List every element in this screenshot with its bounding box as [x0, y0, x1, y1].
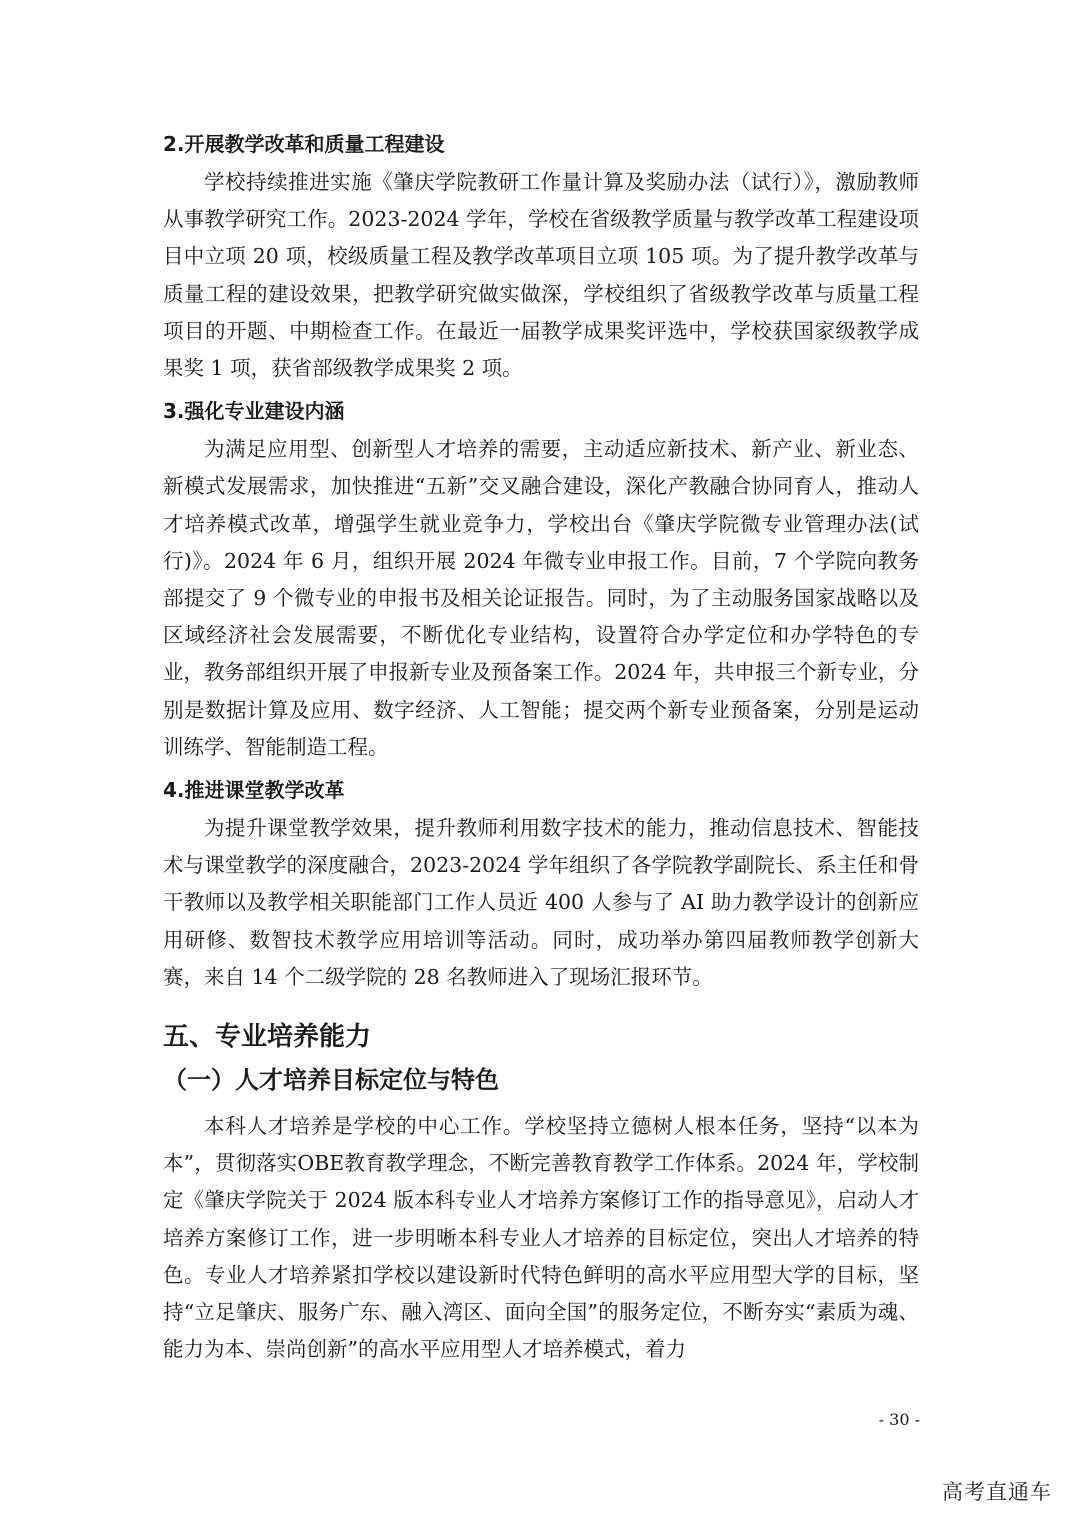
subsection-heading-3: 3.强化专业建设内涵: [163, 399, 345, 424]
paragraph-talent-training: 本科人才培养是学校的中心工作。学校坚持立德树人根本任务，坚持“以本为本”，贯彻落实OBE教育教学理念，不断完善教育教学工作体系。2024 年，学校制定《肇庆学院关于 2024 版本科专业人才培养方案修订工作的指导意见》，启动人才培养方案修订工作，进一步明晰本科专业人才培养的目标定位，突出人才培养的特色。专业人才培养紧扣学校以建设新时代特色鲜明的高水平应用型大学的目标，坚持“立足肇庆、服务广东、融入湾区、面向全国”的服务定位，不断夯实“素质为魂、能力为本、崇尚创新”的高水平应用型人才培养模式，着力: [163, 1114, 919, 1362]
page-number: - 30 -: [878, 1410, 920, 1429]
section-heading: （一）人才培养目标定位与特色: [163, 1066, 499, 1095]
subsection-heading-4: 4.推进课堂教学改革: [163, 778, 345, 803]
subsection-heading-2: 2.开展教学改革和质量工程建设: [163, 132, 445, 156]
page-content: [163, 124, 919, 1368]
chapter-heading: 五、专业培养能力: [163, 1022, 372, 1053]
paragraph-classroom-reform: 为提升课堂教学效果，提升教师利用数字技术的能力，推动信息技术、智能技术与课堂教学的深度融合，2023-2024 学年组织了各学院教学副院长、系主任和骨干教师以及教学相关职能部门工作人员近 400 人参与了 AI 助力教学设计的创新应用研修、数智技术教学应用培训等活动。同时，成功举办第四届教师教学创新大赛，来自 14 个二级学院的 28 名教师进入了现场汇报环节。: [163, 816, 919, 989]
paragraph-teaching-reform: 学校持续推进实施《肇庆学院教研工作量计算及奖励办法（试行）》，激励教师从事教学研究工作。2023-2024 学年，学校在省级教学质量与教学改革工程建设项目中立项 20 项，校级质量工程及教学改革项目立项 105 项。为了提升教学改革与质量工程的建设效果，把教学研究做实做深，学校组织了省级教学改革与质量工程项目的开题、中期检查工作。在最近一届教学成果奖评选中，学校获国家级教学成果奖 1 项，获省部级教学成果奖 2 项。: [163, 170, 919, 381]
paragraph-major-construction: 为满足应用型、创新型人才培养的需要，主动适应新技术、新产业、新业态、新模式发展需求，加快推进“五新”交叉融合建设，深化产教融合协同育人，推动人才培养模式改革，增强学生就业竞争力，学校出台《肇庆学院微专业管理办法(试行)》。2024 年 6 月，组织开展 2024 年微专业申报工作。目前，7 个学院向教务部提交了 9 个微专业的申报书及相关论证报告。同时，为了主动服务国家战略以及区域经济社会发展需要，不断优化专业结构，设置符合办学定位和办学特色的专业，教务部组织开展了申报新专业及预备案工作。2024 年，共申报三个新专业，分别是数据计算及应用、数字经济、人工智能；提交两个新专业预备案，分别是运动训练学、智能制造工程。: [163, 437, 919, 759]
watermark-logo-text: 高考直通车: [942, 1480, 1052, 1504]
